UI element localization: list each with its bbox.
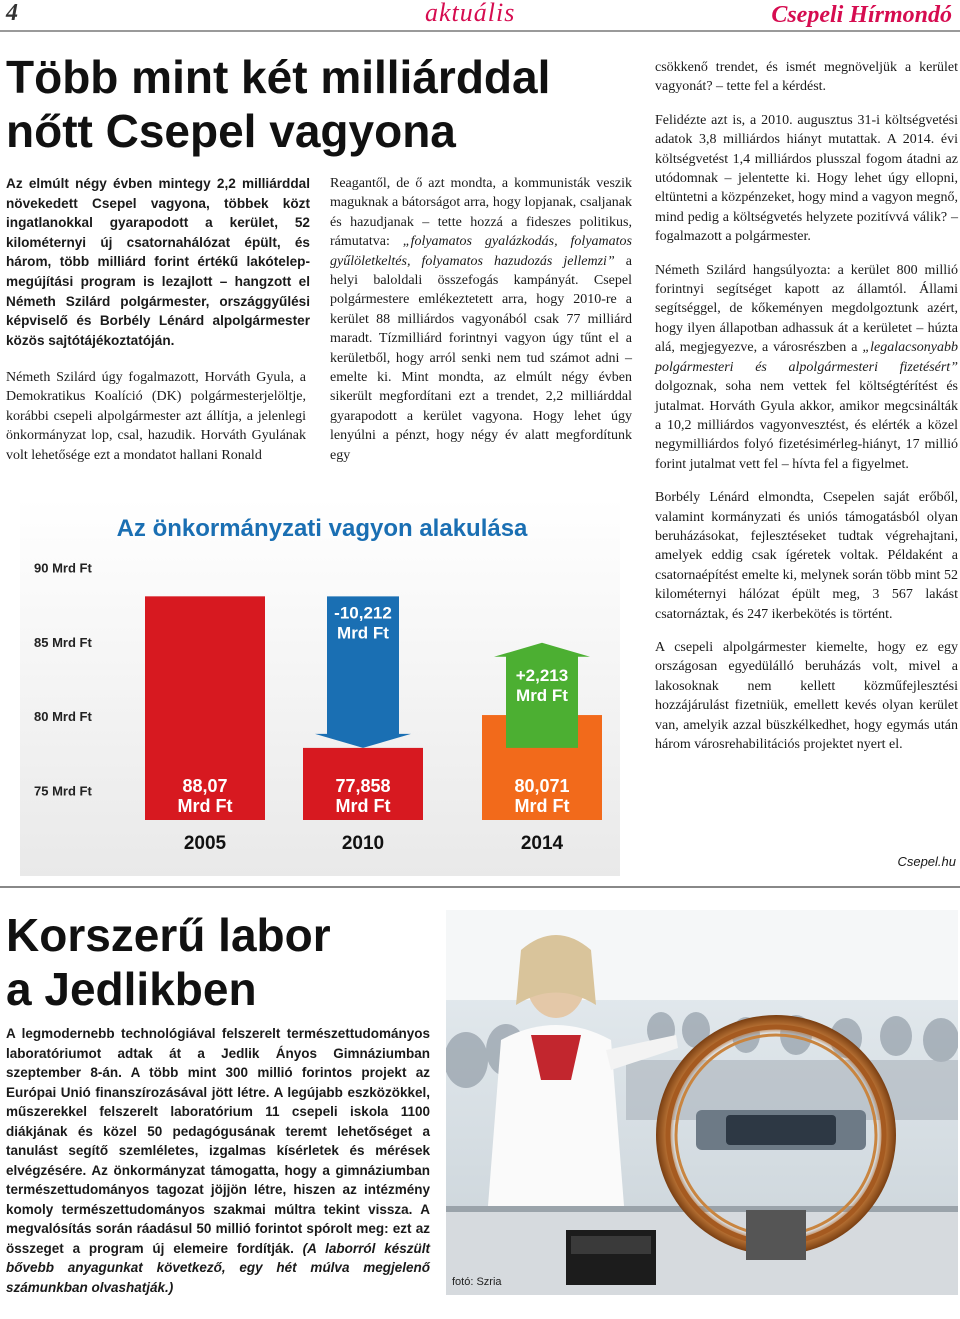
paper-name: Csepeli Hírmondó [771,2,952,28]
article1-column1 [6,368,306,479]
article1-lead: Az elmúlt négy évben mintegy 2,2 milliárddal növekedett Csepel vagyona, többek közt ingatlanokkal gyarapodott a kerület, 52 kilométernyi új csatornahálózat épült, és három, több milliárd forint értékű lakótelep-megújítási program is lezajlott – hangzott el Németh Szilárd polgármester, országgyűlési képviselő és Borbély Lénárd alpolgármester közös sajtótájékoztatóján. [6,176,310,348]
lab-photo [446,910,958,1295]
col3-paragraph-3 [655,261,958,474]
y-tick-label: 75 Mrd Ft [34,783,92,799]
section-title: aktuális [425,0,516,27]
col2-text-a: Reagantől, de ő azt mondta, a kommunisták veszik maguknak a bátorságot arra, hogy lopjanak, csaljanak és hazudjanak – tette hozzá a fideszes politikus, rámutatva: [330,176,632,250]
col2-text-b: a helyi baloldali összefogás kampányát. Csepel polgármestere emlékeztetett arra, hogy 2010-re a kerület 88 milliárdos vagyonából csak 77 milliárd maradt. Tízmilliárd forintnyi vagyon úgy tűnt el a kerületből, hogy arról senki nem tud számot adni – emelte ki. Mint mondta, az elmúlt négy évben sikerült megfordítani ezt a trendet, 2,2 milliárddal gyarapodott a kerület vagyona. Hogy lehet úgy lenyúlni a pénzt, hogy négy év alatt megfordítunk egy [330,253,632,463]
col2-paragraph [330,174,632,465]
article2-lead [6,1024,430,1297]
change-unit-label: Mrd Ft [337,623,389,643]
article1-title-line1: Több mint két milliárddal [6,51,551,103]
col1-paragraph: Németh Szilárd úgy fogalmazott, Horváth Gyula, a Demokratikus Koalíció (DK) polgármesterjelöltje, korábbi csepeli alpolgármester azt állítja, a jelenlegi önkormányzat lop, csal, hazudik. Horváth Gyulának volt lehetősége ezt a mondatot hallani Ronald [6,370,306,463]
col3-quote: „legalacsonyabb polgármesteri és alpolgármesteri fizetésért” [655,340,958,375]
article1-column3 [655,58,958,768]
wealth-chart [20,498,620,876]
photo-credit: fotó: Szria [452,1276,502,1288]
change-unit-label: Mrd Ft [516,685,568,705]
page-number: 4 [6,0,18,26]
bar-unit-label: Mrd Ft [335,796,391,816]
article2-title [6,908,426,1016]
col2-quote: „folyamatos gyalázkodás, folyamatos gyűlöletkeltés, folyamatos hazudozás jellemzi” [330,234,632,269]
article2-title-line1: Korszerű labor [6,909,331,961]
bar-value-label: 77,858 [335,776,391,796]
article2-lead-note: (A laborról készült bővebb anyagunkat következő, egy hét múlva megjelenő számunkban olvashatják.) [6,1240,430,1295]
y-tick-label: 90 Mrd Ft [34,560,92,576]
article1-source: Csepel.hu [897,854,956,869]
col3-paragraph-2: Felidézte azt is, a 2010. augusztus 31-i költségvetési adatok 3,8 milliárdos hiányt mutattak. A 2014. évi költségvetést 1,4 milliárdos plusszal fogom átadni az utódomnak – jelentette ki. Hogy lehet úgy ellopni, eltüntetni a közpénzeket, hogy mind a vagyon megnő, mind pedig a költségvetés helyzete pozitívvá válik? – fogalmazott a polgármester. [655,112,958,245]
col3-paragraph-4: Borbély Lénárd elmondta, Csepelen saját erőből, valamint kormányzati és uniós támogatásból olyan beruházásokat, fejlesztéseket tudtak végrehajtani, amelyek eddig csak ígéretek voltak. Példaként a csatornaépítést emelte ki, melynek során több mint 52 kilométernyi hálózat épült meg, 3 567 lakást csatornáztak, és 247 ikerbekötés is történt. [655,490,958,622]
col3-paragraph-5: A csepeli alpolgármester kiemelte, hogy ez egy országosan egyedülálló beruházás volt, mivel a lakosoknak nem kellett közműfejlesztési hozzájárulást fizetniük, emellett kevés olyan kerület van, amelyik azzal büszkélkedhet, hogy egymás után három városrehabilitációs projektet nyert el. [655,639,958,752]
article2-lead-text: A legmodernebb technológiával felszerelt természettudományos laboratóriumot adtak át a Jedlik Ányos Gimnáziumban szeptember 8-án. A több mint 300 millió forintos projekt az Európai Unió finanszírozásával jött létre. A legújabb eszközökkel, műszerekkel felszerelt laboratórium 11 csepeli iskola 1100 diákjának és közel 50 pedagógusának teremt lehetőséget a tanulást segítő szemléletes, izgalmas kísérletek és mérések elvégzésére. Az önkormányzat támogatta, hogy a gimnáziumban természettudományos tagozat jöjjön létre, hiszen az intézmény komoly természettudományos szakmai múltra tekint vissza. A megvalósítás során ráadásul 50 millió forintot spórolt meg: ezt az összeget a program új elemeire fordítják. [6,1026,430,1256]
chart-title: Az önkormányzati vagyon alakulása [116,515,528,542]
change-value-label: +2,213 [515,665,569,685]
bar-value-label: 80,071 [514,776,570,796]
change-value-label: -10,212 [334,603,392,623]
y-tick-label: 80 Mrd Ft [34,709,92,725]
article1-title [6,50,626,158]
y-tick-label: 85 Mrd Ft [34,634,92,650]
col3-paragraph-1: csökkenő trendet, és ismét megnöveljük a kerület vagyonát? – tette fel a kérdést. [655,60,958,95]
col3-text-a: Németh Szilárd hangsúlyozta: a kerület 800 millió forintnyi segítséget kapott az államtól. Állami segítséggel, de kőkeményen megdolgoztunk azért, hogy ilyen állapotban adhassuk át a kerületet – húzta alá, megjegyezve, a városrészben a [655,262,958,356]
category-label-2014: 2014 [520,833,564,854]
article-separator [0,886,960,888]
article1-title-line2: nőtt Csepel vagyona [6,105,456,157]
bar-unit-label: Mrd Ft [514,796,570,816]
header-rule [0,30,960,32]
bar-value-label: 88,07 [182,776,228,796]
article2-title-line2: a Jedlikben [6,963,257,1015]
article1-column2 [330,174,632,479]
bar-unit-label: Mrd Ft [177,796,233,816]
wealth-chart-svg [20,498,620,876]
lab-photo-illustration [446,910,958,1295]
category-label-2005: 2005 [183,833,227,854]
col3-text-b: dolgoznak, soha nem vettek fel költségtérítést és jutalmat. Horváth Gyula akkor, amikor megcsinálták a 10,2 milliárdos vagyonvesztést, és elérték a közel negymilliárdos folyó fizetésimérleg-hiányt, 17 millió forint jutalmat vett fel – hívta fel a figyelmet. [655,379,958,472]
category-label-2010: 2010 [341,833,385,854]
